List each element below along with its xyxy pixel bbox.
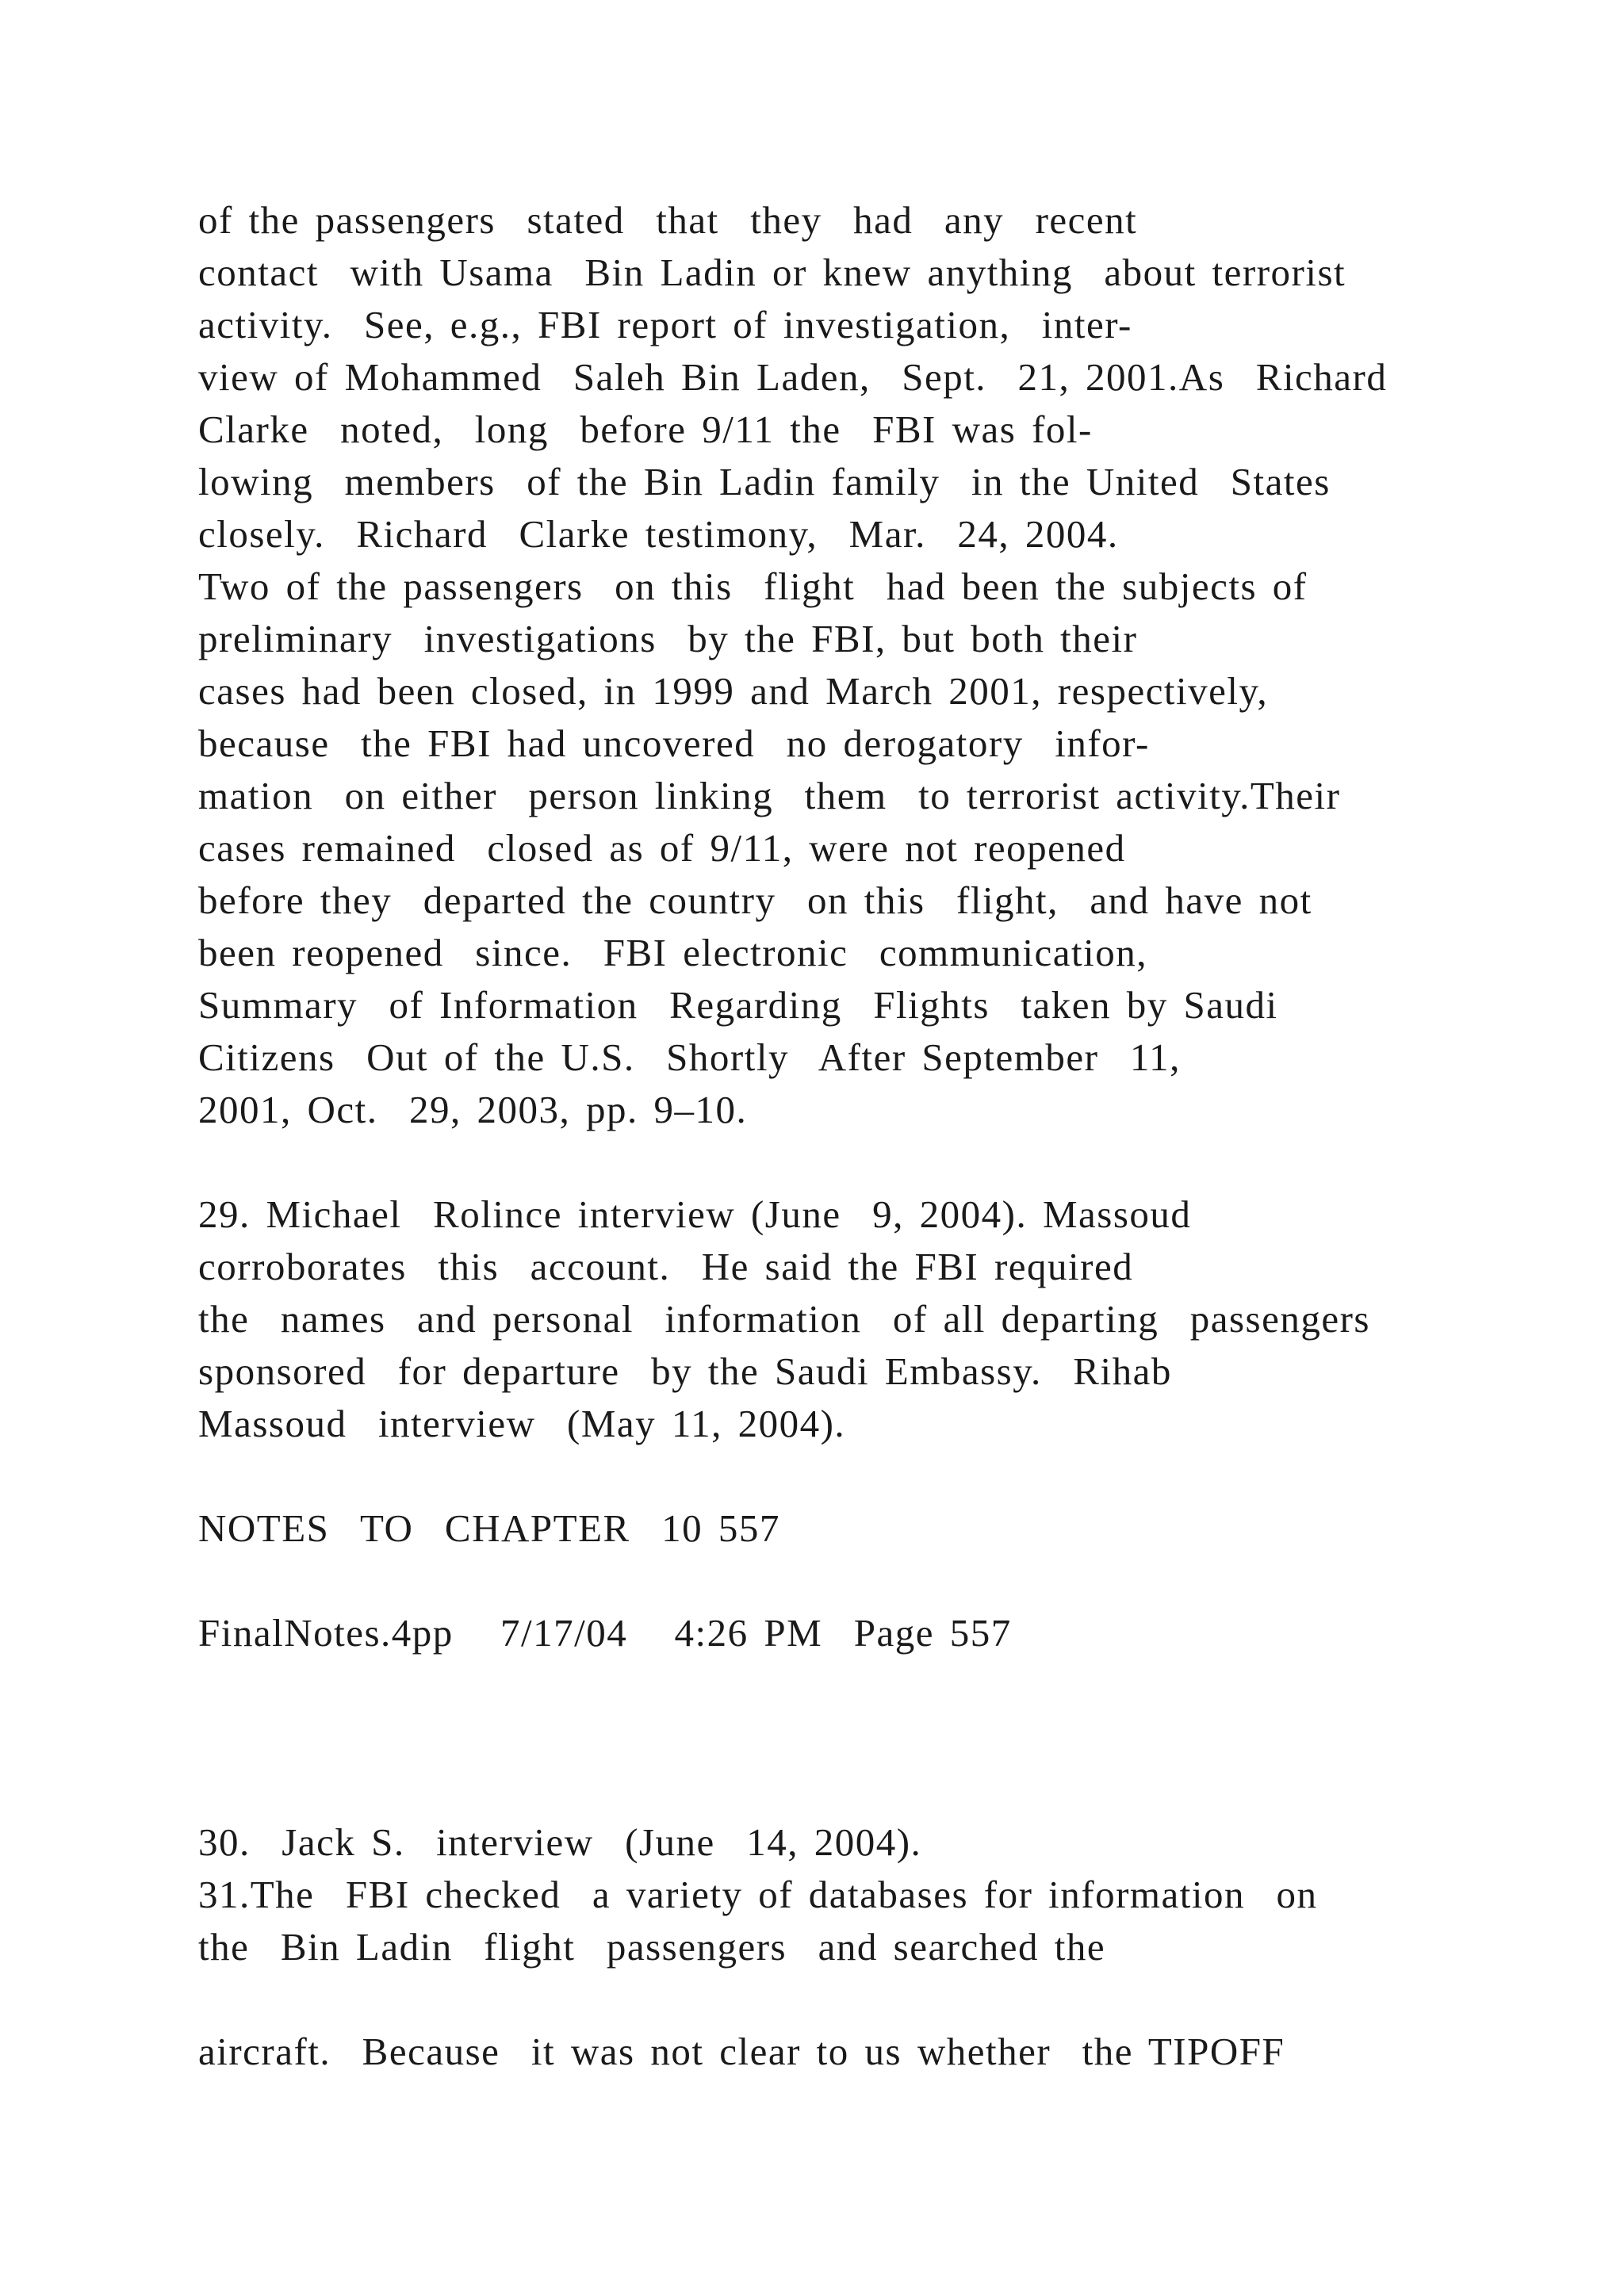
print-slug: [198, 1607, 1507, 1659]
text-line: Clarke noted, long before 9/11 the FBI was fol-: [198, 408, 1093, 451]
text-line: aircraft. Because it was not clear to us whether the TIPOFF: [198, 2030, 1285, 2073]
text-line: activity. See, e.g., FBI report of investigation, inter-: [198, 303, 1132, 346]
text-line: Summary of Information Regarding Flights taken by Saudi: [198, 983, 1278, 1027]
slug-line: FinalNotes.4pp 7/17/04 4:26 PM Page 557: [198, 1611, 1012, 1655]
paragraph-gap: [198, 1973, 1507, 2026]
running-footer: [198, 1502, 1507, 1555]
paragraph-gap: [198, 1450, 1507, 1502]
text-line: cases had been closed, in 1999 and March 2001, respectively,: [198, 669, 1269, 713]
text-line: corroborates this account. He said the FBI required: [198, 1245, 1134, 1288]
text-line: 29. Michael Rolince interview (June 9, 2004). Massoud: [198, 1192, 1192, 1236]
text-line: 30. Jack S. interview (June 14, 2004).: [198, 1820, 922, 1864]
page-break-gap: [198, 1659, 1507, 1816]
text-line: 31.The FBI checked a variety of databases for information on: [198, 1873, 1318, 1916]
paragraph-gap: [198, 1555, 1507, 1607]
text-line: been reopened since. FBI electronic communication,: [198, 931, 1147, 974]
text-line: of the passengers stated that they had any recent: [198, 198, 1138, 242]
text-line: preliminary investigations by the FBI, but both their: [198, 617, 1138, 660]
text-line: lowing members of the Bin Ladin family in the United States: [198, 460, 1331, 503]
text-line: sponsored for departure by the Saudi Embassy. Rihab: [198, 1349, 1172, 1393]
note-31-continuation: [198, 2026, 1507, 2078]
text-line: mation on either person linking them to terrorist activity.Their: [198, 774, 1341, 817]
text-line: cases remained closed as of 9/11, were not reopened: [198, 826, 1126, 870]
text-line: because the FBI had uncovered no derogatory infor-: [198, 721, 1150, 765]
note-28-continuation: [198, 194, 1507, 1136]
note-29: [198, 1188, 1507, 1450]
document-page: [198, 194, 1507, 2078]
text-line: view of Mohammed Saleh Bin Laden, Sept. 21, 2001.As Richard: [198, 355, 1388, 399]
text-line: Massoud interview (May 11, 2004).: [198, 1402, 846, 1445]
text-line: the names and personal information of all departing passengers: [198, 1297, 1370, 1341]
text-line: contact with Usama Bin Ladin or knew anything about terrorist: [198, 251, 1346, 294]
text-line: Two of the passengers on this flight had been the subjects of: [198, 564, 1308, 608]
paragraph-gap: [198, 1136, 1507, 1188]
text-line: closely. Richard Clarke testimony, Mar. 24, 2004.: [198, 512, 1119, 556]
text-line: Citizens Out of the U.S. Shortly After September 11,: [198, 1035, 1181, 1079]
text-line: the Bin Ladin flight passengers and searched the: [198, 1925, 1106, 1969]
footer-chapter-line: NOTES TO CHAPTER 10 557: [198, 1506, 780, 1550]
text-line: 2001, Oct. 29, 2003, pp. 9–10.: [198, 1088, 748, 1131]
text-line: before they departed the country on this flight, and have not: [198, 878, 1312, 922]
notes-30-31: [198, 1816, 1507, 1973]
